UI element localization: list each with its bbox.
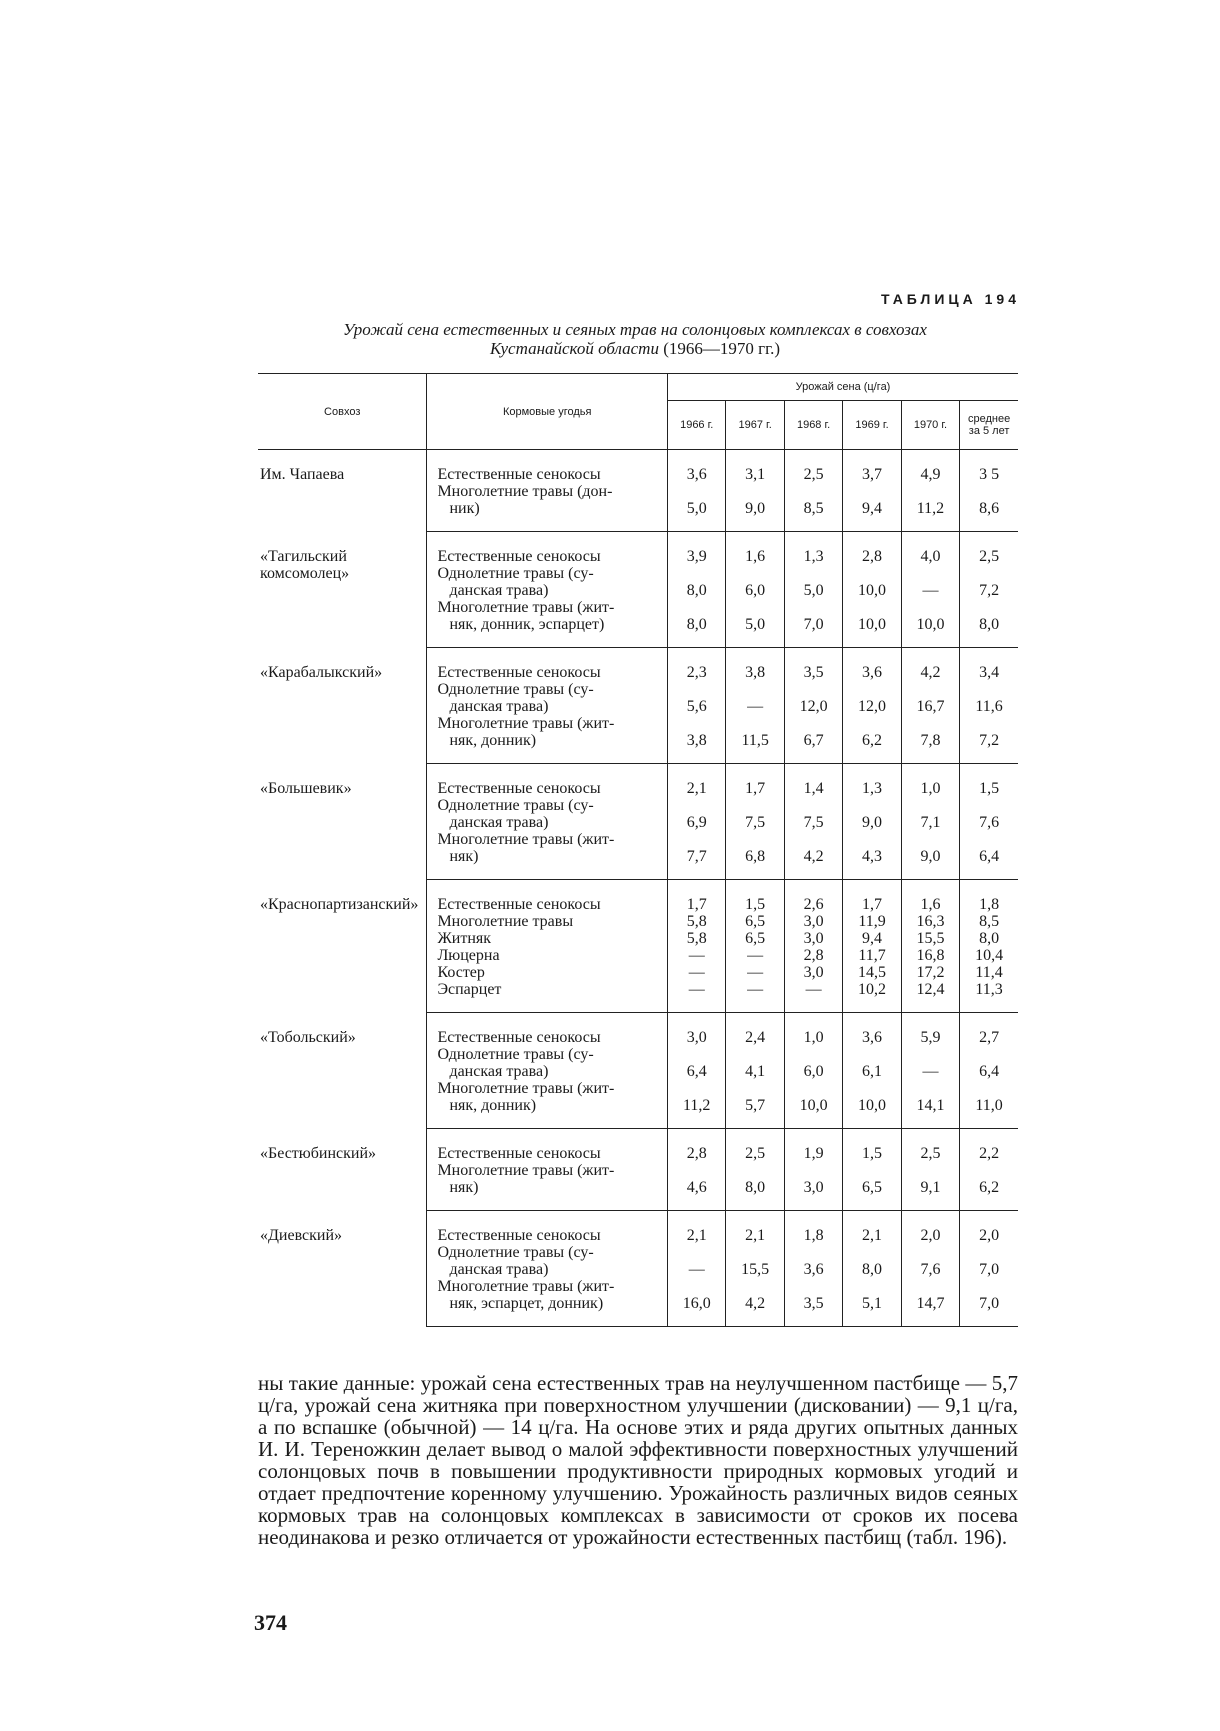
sovkhoz-name: «Краснопартизанский» xyxy=(260,895,419,913)
land-type-cell xyxy=(427,1278,668,1327)
yield-value: 6,5 xyxy=(726,930,784,947)
yield-value: 2,1 xyxy=(668,764,726,798)
header-year: 1967 г. xyxy=(726,401,784,450)
yield-value: 3,6 xyxy=(843,648,901,682)
yield-value: — xyxy=(726,947,784,964)
yield-value: 11,2 xyxy=(901,483,959,532)
table-row xyxy=(258,1013,1018,1047)
average-value: 10,4 xyxy=(960,947,1018,964)
land-type-cell xyxy=(427,964,668,981)
average-value: 6,2 xyxy=(960,1162,1018,1211)
caption-line-1: Урожай сена естественных и сеяных трав на солонцовых комплексах в совхозах xyxy=(343,320,927,339)
body-paragraph: ны такие данные: урожай сена естественных трав на неулучшенном пастбище — 5,7 ц/га, урожай сена житняка при поверхностном улучшении (дисковании) — 9,1 ц/га, а по вспашке (обычной) — 14 ц/га. На основе этих и ряда других опытных данных И. И. Тереножкин делает вывод о малой эффективности поверхностных улучшений солонцовых почв в повышении продуктивности природных кормовых угодий и отдает предпочтение коренному улучшению. Урожайность различных видов сеяных кормовых трав на солонцовых комплексах в зависимости от сроков их посева неодинакова и резко отличается от урожайности естественных пастбищ (табл. 196). xyxy=(258,1371,1018,1549)
yield-value: 2,8 xyxy=(784,947,842,964)
yield-value: 3,0 xyxy=(784,930,842,947)
yield-value: — xyxy=(668,947,726,964)
land-type-line: данская трава) xyxy=(449,1063,549,1080)
yield-value: 16,7 xyxy=(901,681,959,715)
land-type-cell xyxy=(427,648,668,682)
land-type-line: Естественные сенокосы xyxy=(437,466,601,483)
yield-value: 6,1 xyxy=(843,1046,901,1080)
land-type-cell xyxy=(427,1046,668,1080)
land-type-line: няк) xyxy=(449,848,479,865)
caption-years: (1966—1970 гг.) xyxy=(663,339,781,358)
yield-value: 11,2 xyxy=(668,1080,726,1129)
yield-value: 10,0 xyxy=(843,599,901,648)
average-value: 7,6 xyxy=(960,797,1018,831)
page-number: 374 xyxy=(254,1610,287,1635)
land-type-line: ник) xyxy=(449,500,480,517)
yield-value: — xyxy=(726,964,784,981)
table-row xyxy=(258,648,1018,682)
yield-value: 3,0 xyxy=(784,964,842,981)
yield-value: 1,7 xyxy=(726,764,784,798)
yield-value: 9,4 xyxy=(843,930,901,947)
sovkhoz-group xyxy=(258,1211,1018,1327)
yield-value: 9,0 xyxy=(843,797,901,831)
land-type-cell xyxy=(427,981,668,1013)
land-type-line: Естественные сенокосы xyxy=(437,1227,601,1244)
yield-value: 6,7 xyxy=(784,715,842,764)
average-value: 3 5 xyxy=(960,450,1018,484)
sovkhoz-name: «Диевский» xyxy=(260,1226,343,1244)
land-type-cell xyxy=(427,831,668,880)
yield-value: 1,5 xyxy=(726,880,784,914)
land-type-line: Люцерна xyxy=(437,947,500,964)
average-value: 1,8 xyxy=(960,880,1018,914)
table-row xyxy=(258,532,1018,566)
yield-value: 7,5 xyxy=(726,797,784,831)
yield-value: 9,4 xyxy=(843,483,901,532)
average-value: 11,0 xyxy=(960,1080,1018,1129)
yield-value: 5,9 xyxy=(901,1013,959,1047)
land-type-cell xyxy=(427,1013,668,1047)
header-year: 1968 г. xyxy=(784,401,842,450)
yield-value: — xyxy=(726,981,784,1013)
yield-value: 3,5 xyxy=(784,648,842,682)
sovkhoz-name: «Большевик» xyxy=(260,779,352,797)
land-type-cell xyxy=(427,715,668,764)
yield-value: 4,6 xyxy=(668,1162,726,1211)
yield-table xyxy=(258,373,1018,1327)
yield-value: 1,0 xyxy=(784,1013,842,1047)
yield-value: — xyxy=(901,565,959,599)
average-value: 8,0 xyxy=(960,599,1018,648)
yield-value: 2,3 xyxy=(668,648,726,682)
yield-value: 5,0 xyxy=(784,565,842,599)
land-type-cell xyxy=(427,532,668,566)
sovkhoz-name: «Тагильский комсомолец» xyxy=(260,547,350,582)
land-type-line: няк, эспарцет, донник) xyxy=(449,1295,604,1312)
yield-value: 8,0 xyxy=(843,1244,901,1278)
sovkhoz-name: «Карабалыкский» xyxy=(260,663,383,681)
table-caption xyxy=(255,320,1015,358)
average-value: 2,7 xyxy=(960,1013,1018,1047)
land-type-line: Однолетние травы (су- xyxy=(437,565,594,582)
yield-value: 8,0 xyxy=(668,599,726,648)
yield-value: 2,5 xyxy=(784,450,842,484)
yield-value: 15,5 xyxy=(901,930,959,947)
land-type-line: Многолетние травы (жит- xyxy=(437,1080,615,1097)
yield-value: 9,0 xyxy=(901,831,959,880)
average-value: 11,6 xyxy=(960,681,1018,715)
yield-value: 3,6 xyxy=(784,1244,842,1278)
land-type-line: данская трава) xyxy=(449,582,549,599)
land-type-line: Естественные сенокосы xyxy=(437,896,601,913)
table-row xyxy=(258,1129,1018,1163)
yield-value: 5,0 xyxy=(726,599,784,648)
land-type-line: Однолетние травы (су- xyxy=(437,1244,594,1261)
land-type-line: Многолетние травы (жит- xyxy=(437,599,615,616)
yield-value: 3,5 xyxy=(784,1278,842,1327)
sovkhoz-group xyxy=(258,764,1018,880)
table-row xyxy=(258,450,1018,484)
land-type-line: Костер xyxy=(437,964,485,981)
yield-value: 5,8 xyxy=(668,930,726,947)
land-type-line: Однолетние травы (су- xyxy=(437,797,594,814)
average-value: 8,0 xyxy=(960,930,1018,947)
average-value: 7,0 xyxy=(960,1278,1018,1327)
yield-value: 9,0 xyxy=(726,483,784,532)
land-type-cell xyxy=(427,599,668,648)
land-type-cell xyxy=(427,1211,668,1245)
yield-value: 6,2 xyxy=(843,715,901,764)
land-type-line: Естественные сенокосы xyxy=(437,1145,601,1162)
header-year: 1970 г. xyxy=(901,401,959,450)
yield-value: 1,3 xyxy=(843,764,901,798)
yield-value: 4,9 xyxy=(901,450,959,484)
yield-value: 5,0 xyxy=(668,483,726,532)
land-type-cell xyxy=(427,450,668,484)
yield-value: 1,7 xyxy=(668,880,726,914)
table-row xyxy=(258,764,1018,798)
yield-value: 2,1 xyxy=(726,1211,784,1245)
yield-value: 2,1 xyxy=(843,1211,901,1245)
yield-value: 10,0 xyxy=(843,565,901,599)
yield-value: 14,5 xyxy=(843,964,901,981)
yield-value: 3,8 xyxy=(726,648,784,682)
yield-value: 4,3 xyxy=(843,831,901,880)
yield-value: 11,7 xyxy=(843,947,901,964)
yield-value: 3,7 xyxy=(843,450,901,484)
yield-value: 1,9 xyxy=(784,1129,842,1163)
average-value: 7,0 xyxy=(960,1244,1018,1278)
land-type-cell xyxy=(427,947,668,964)
land-type-cell xyxy=(427,797,668,831)
yield-value: 11,5 xyxy=(726,715,784,764)
land-type-cell xyxy=(427,1129,668,1163)
land-type-line: данская трава) xyxy=(449,1261,549,1278)
header-average: среднее за 5 лет xyxy=(960,401,1018,450)
sovkhoz-group xyxy=(258,450,1018,532)
yield-value: 1,6 xyxy=(726,532,784,566)
yield-value: 14,7 xyxy=(901,1278,959,1327)
yield-value: 7,6 xyxy=(901,1244,959,1278)
yield-value: 12,0 xyxy=(784,681,842,715)
yield-value: 16,3 xyxy=(901,913,959,930)
land-type-line: Житняк xyxy=(437,930,492,947)
yield-value: 7,1 xyxy=(901,797,959,831)
yield-value: 3,0 xyxy=(668,1013,726,1047)
yield-value: 3,0 xyxy=(784,913,842,930)
sovkhoz-name: Им. Чапаева xyxy=(260,466,345,483)
sovkhoz-group xyxy=(258,1013,1018,1129)
yield-value: 1,3 xyxy=(784,532,842,566)
land-type-line: Естественные сенокосы xyxy=(437,664,601,681)
yield-value: 2,5 xyxy=(901,1129,959,1163)
yield-value: 7,5 xyxy=(784,797,842,831)
yield-value: 3,6 xyxy=(843,1013,901,1047)
land-type-line: Естественные сенокосы xyxy=(437,548,601,565)
table-label: ТАБЛИЦА 194 xyxy=(881,291,1020,307)
yield-value: 2,6 xyxy=(784,880,842,914)
yield-value: 10,0 xyxy=(843,1080,901,1129)
average-value: 3,4 xyxy=(960,648,1018,682)
header-year: 1966 г. xyxy=(668,401,726,450)
caption-line-2: Кустанайской области xyxy=(489,339,659,358)
yield-value: 1,7 xyxy=(843,880,901,914)
sovkhoz-group xyxy=(258,532,1018,648)
yield-value: 7,7 xyxy=(668,831,726,880)
land-type-cell xyxy=(427,1080,668,1129)
sovkhoz-name: «Тобольский» xyxy=(260,1028,356,1046)
yield-value: 9,1 xyxy=(901,1162,959,1211)
yield-value: 2,0 xyxy=(901,1211,959,1245)
average-value: 2,5 xyxy=(960,532,1018,566)
yield-value: 16,0 xyxy=(668,1278,726,1327)
yield-value: 7,0 xyxy=(784,599,842,648)
yield-value: 2,1 xyxy=(668,1211,726,1245)
yield-value: 2,5 xyxy=(726,1129,784,1163)
land-type-line: Многолетние травы (жит- xyxy=(437,1162,615,1179)
land-type-cell xyxy=(427,681,668,715)
yield-value: 4,2 xyxy=(901,648,959,682)
yield-value: 8,0 xyxy=(726,1162,784,1211)
yield-value: 5,1 xyxy=(843,1278,901,1327)
land-type-line: няк, донник, эспарцет) xyxy=(449,616,605,633)
yield-value: 6,9 xyxy=(668,797,726,831)
yield-value: 1,6 xyxy=(901,880,959,914)
yield-value: 1,0 xyxy=(901,764,959,798)
yield-value: 6,4 xyxy=(668,1046,726,1080)
sovkhoz-group xyxy=(258,1129,1018,1211)
average-value: 2,2 xyxy=(960,1129,1018,1163)
land-type-line: Однолетние травы (су- xyxy=(437,681,594,698)
average-value: 8,5 xyxy=(960,913,1018,930)
yield-value: 4,1 xyxy=(726,1046,784,1080)
land-type-line: няк, донник) xyxy=(449,1097,537,1114)
yield-value: 3,0 xyxy=(784,1162,842,1211)
yield-value: 8,0 xyxy=(668,565,726,599)
yield-value: 6,5 xyxy=(843,1162,901,1211)
land-type-cell xyxy=(427,930,668,947)
header-sovkhoz: Совхоз xyxy=(258,374,427,450)
land-type-cell xyxy=(427,1162,668,1211)
land-type-line: Естественные сенокосы xyxy=(437,780,601,797)
average-value: 11,3 xyxy=(960,981,1018,1013)
land-type-cell xyxy=(427,565,668,599)
sovkhoz-name: «Бестюбинский» xyxy=(260,1144,376,1162)
yield-value: 3,9 xyxy=(668,532,726,566)
average-value: 1,5 xyxy=(960,764,1018,798)
average-value: 2,0 xyxy=(960,1211,1018,1245)
header-ugodya: Кормовые угодья xyxy=(427,374,668,450)
land-type-line: Естественные сенокосы xyxy=(437,1029,601,1046)
land-type-line: Многолетние травы (жит- xyxy=(437,715,615,732)
land-type-line: Многолетние травы (жит- xyxy=(437,831,615,848)
land-type-line: няк) xyxy=(449,1179,479,1196)
yield-value: 1,8 xyxy=(784,1211,842,1245)
land-type-line: Однолетние травы (су- xyxy=(437,1046,594,1063)
body-text xyxy=(258,1372,1018,1548)
yield-value: 11,9 xyxy=(843,913,901,930)
yield-value: 1,5 xyxy=(843,1129,901,1163)
sovkhoz-group xyxy=(258,880,1018,1013)
yield-value: 5,8 xyxy=(668,913,726,930)
yield-value: 6,0 xyxy=(784,1046,842,1080)
land-type-cell xyxy=(427,913,668,930)
average-value: 11,4 xyxy=(960,964,1018,981)
yield-value: 10,0 xyxy=(901,599,959,648)
yield-value: — xyxy=(668,964,726,981)
yield-value: 4,2 xyxy=(784,831,842,880)
yield-value: 2,8 xyxy=(843,532,901,566)
yield-value: 3,8 xyxy=(668,715,726,764)
land-type-line: Многолетние травы (дон- xyxy=(437,483,613,500)
yield-value: 3,1 xyxy=(726,450,784,484)
land-type-cell xyxy=(427,483,668,532)
yield-value: 2,4 xyxy=(726,1013,784,1047)
yield-value: 15,5 xyxy=(726,1244,784,1278)
header-year: 1969 г. xyxy=(843,401,901,450)
yield-value: 6,0 xyxy=(726,565,784,599)
yield-value: 4,0 xyxy=(901,532,959,566)
yield-value: — xyxy=(726,681,784,715)
average-value: 6,4 xyxy=(960,1046,1018,1080)
land-type-cell xyxy=(427,1244,668,1278)
yield-value: 5,6 xyxy=(668,681,726,715)
yield-value: 12,0 xyxy=(843,681,901,715)
header-yield: Урожай сена (ц/га) xyxy=(668,374,1019,401)
land-type-line: данская трава) xyxy=(449,814,549,831)
yield-value: 7,8 xyxy=(901,715,959,764)
yield-value: 12,4 xyxy=(901,981,959,1013)
yield-value: — xyxy=(668,981,726,1013)
table-row xyxy=(258,880,1018,914)
average-value: 6,4 xyxy=(960,831,1018,880)
yield-value: 6,8 xyxy=(726,831,784,880)
table-row xyxy=(258,1211,1018,1245)
yield-value: 10,0 xyxy=(784,1080,842,1129)
average-value: 7,2 xyxy=(960,715,1018,764)
land-type-cell xyxy=(427,764,668,798)
yield-value: 17,2 xyxy=(901,964,959,981)
yield-value: 8,5 xyxy=(784,483,842,532)
yield-value: 10,2 xyxy=(843,981,901,1013)
yield-value: 1,4 xyxy=(784,764,842,798)
land-type-line: няк, донник) xyxy=(449,732,537,749)
yield-value: 16,8 xyxy=(901,947,959,964)
yield-value: 3,6 xyxy=(668,450,726,484)
yield-value: — xyxy=(901,1046,959,1080)
average-value: 8,6 xyxy=(960,483,1018,532)
yield-value: — xyxy=(668,1244,726,1278)
land-type-line: данская трава) xyxy=(449,698,549,715)
yield-value: — xyxy=(784,981,842,1013)
yield-value: 14,1 xyxy=(901,1080,959,1129)
land-type-line: Эспарцет xyxy=(437,981,502,998)
yield-value: 4,2 xyxy=(726,1278,784,1327)
sovkhoz-group xyxy=(258,648,1018,764)
yield-value: 6,5 xyxy=(726,913,784,930)
yield-value: 5,7 xyxy=(726,1080,784,1129)
land-type-line: Многолетние травы (жит- xyxy=(437,1278,615,1295)
land-type-line: Многолетние травы xyxy=(437,913,574,930)
average-value: 7,2 xyxy=(960,565,1018,599)
yield-value: 2,8 xyxy=(668,1129,726,1163)
land-type-cell xyxy=(427,880,668,914)
